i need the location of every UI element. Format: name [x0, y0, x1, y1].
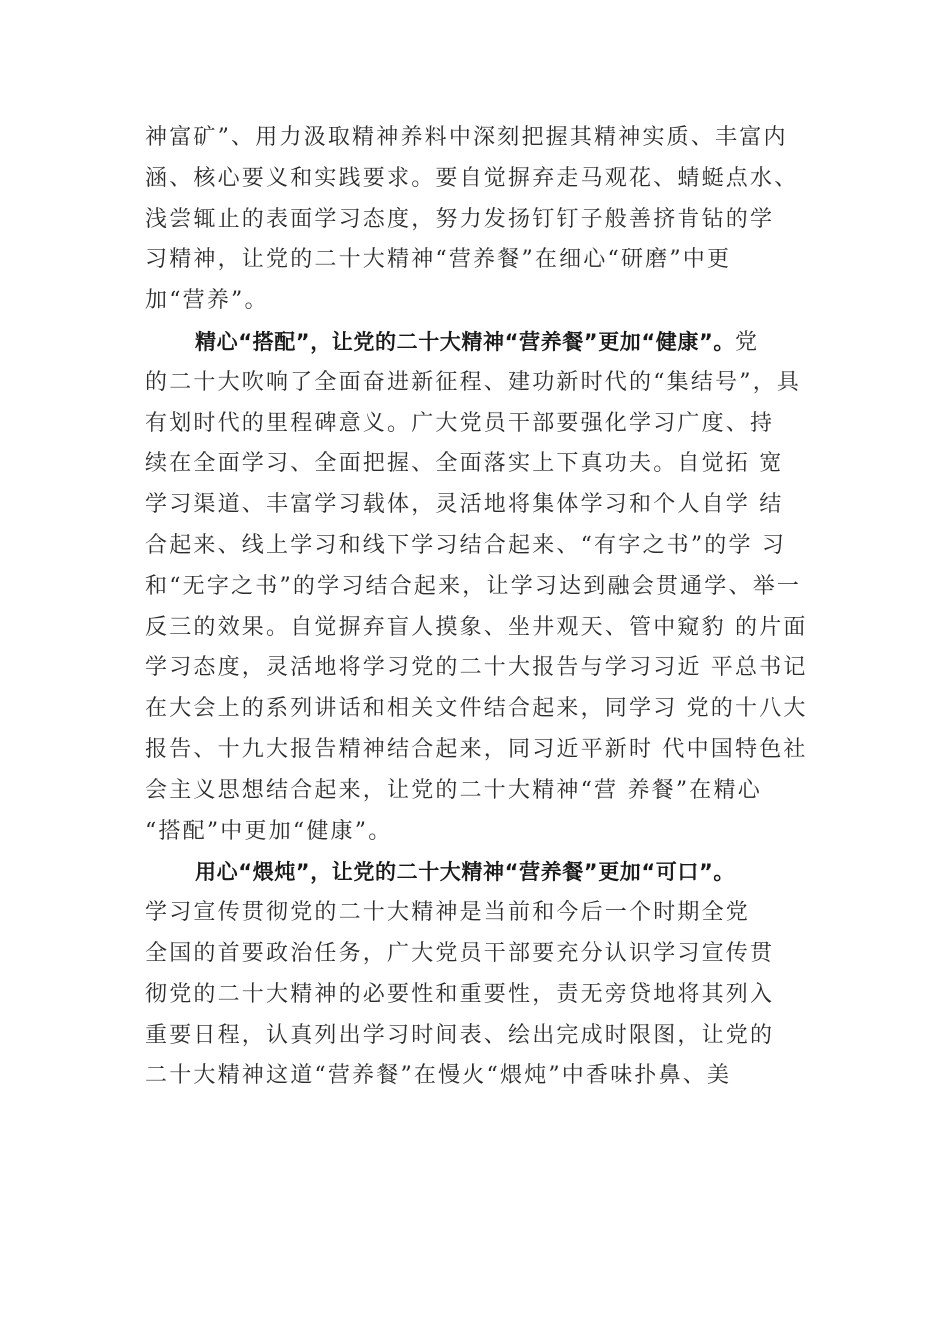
text-line: 习精神，让党的二十大精神“营养餐”在细心“研磨”中更 [145, 247, 732, 273]
text-line: “搭配”中更加“健康”。 [145, 818, 393, 844]
text-line: 会主义思想结合起来，让党的二十大精神“营 养餐”在精心 [145, 777, 762, 803]
text-line: 浅尝辄止的表面学习态度，努力发扬钉钉子般善挤肯钻的学 [145, 206, 775, 232]
text-line: 全国的首要政治任务，广大党员干部要充分认识学习宣传贯 [145, 940, 775, 966]
section-heading-line [145, 852, 825, 893]
section-heading: 精心“搭配”，让党的二十大精神“营养餐”更加“健康”。 [195, 329, 736, 354]
text-line: 续在全面学习、全面把握、全面落实上下真功夫。自觉拓 宽 [145, 451, 784, 477]
text-line: 报告、十九大报告精神结合起来，同习近平新时 代中国特色社 [145, 736, 808, 762]
text-line: 在大会上的系列讲话和相关文件结合起来，同学习 党的十八大 [145, 696, 808, 722]
section-heading: 用心“煨炖”，让党的二十大精神“营养餐”更加“可口”。 [195, 860, 736, 885]
text-line: 和“无字之书”的学习结合起来，让学习达到融会贯通学、举一 [145, 573, 802, 599]
document-body [145, 118, 825, 1097]
heading-tail-text: 党 [735, 329, 760, 355]
text-line: 二十大精神这道“营养餐”在慢火“煨炖”中香味扑鼻、美 [145, 1063, 732, 1089]
text-line: 彻党的二十大精神的必要性和重要性，责无旁贷地将其列入 [145, 981, 775, 1007]
text-line: 神富矿”、用力汲取精神养料中深刻把握其精神实质、丰富内 [145, 125, 788, 150]
text-line: 学习渠道、丰富学习载体，灵活地将集体学习和个人自学 结 [145, 492, 784, 518]
text-line: 涵、核心要义和实践要求。要自觉摒弃走马观花、蜻蜓点水、 [145, 165, 799, 191]
text-line: 学习宣传贯彻党的二十大精神是当前和今后一个时期全党 [145, 900, 751, 926]
text-line: 反三的效果。自觉摒弃盲人摸象、坐井观天、管中窥豹 的片面 [145, 614, 808, 640]
text-line: 重要日程，认真列出学习时间表、绘出完成时限图，让党的 [145, 1022, 775, 1048]
text-line: 的二十大吹响了全面奋进新征程、建功新时代的“集结号”，具 [145, 369, 802, 395]
text-line: 合起来、线上学习和线下学习结合起来、“有字之书”的学 习 [145, 532, 787, 558]
text-line: 加“营养”。 [145, 288, 269, 314]
text-line: 学习态度，灵活地将学习党的二十大报告与学习习近 平总书记 [145, 655, 808, 681]
section-heading-line [145, 322, 825, 363]
text-line: 有划时代的里程碑意义。广大党员干部要强化学习广度、持 [145, 410, 775, 436]
